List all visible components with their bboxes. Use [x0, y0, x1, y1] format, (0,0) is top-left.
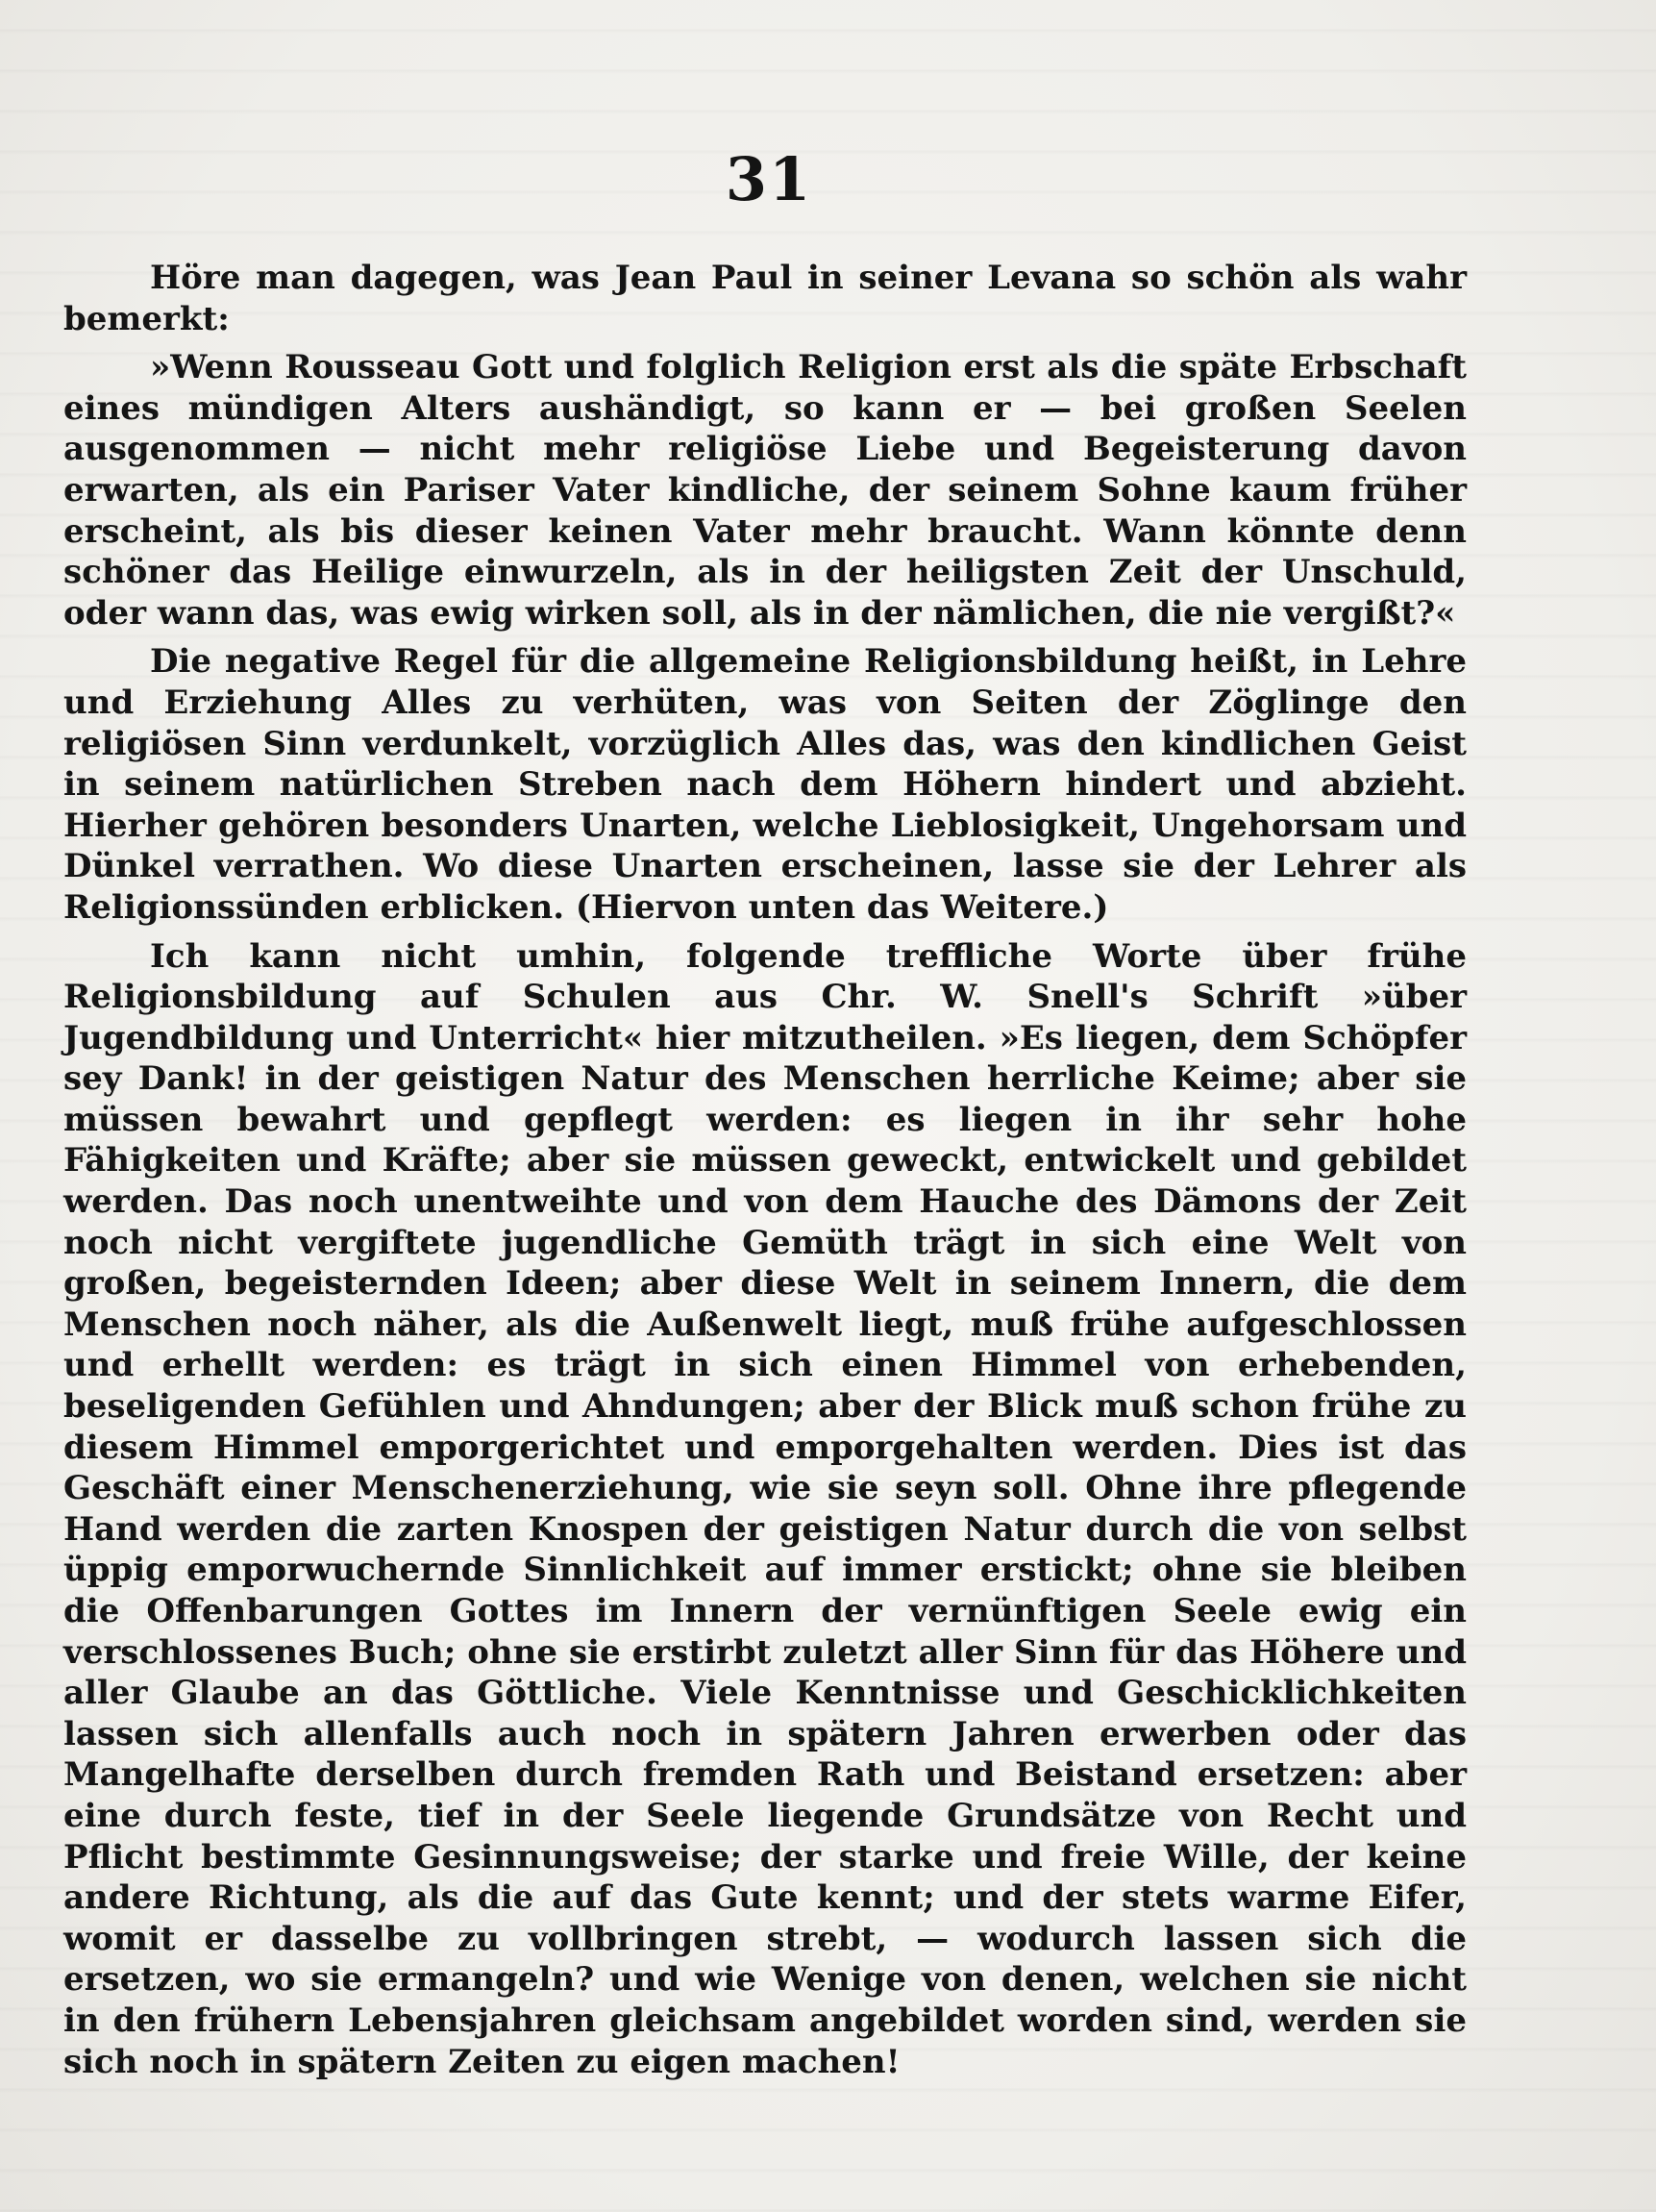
- body-text: [63, 258, 1467, 2090]
- paragraph-jean-paul-quote: »Wenn Rousseau Gott und folglich Religion erst als die späte Erbschaft eines mündigen Alters aushändigt, so kann er — bei großen Seelen ausgenommen — nicht mehr religiöse Liebe und Begeisterung davon erwarten, als ein Pariser Vater kindliche, der seinem Sohne kaum früher erscheint, als bis dieser keinen Vater mehr braucht. Wann könnte denn schöner das Heilige einwurzeln, als in der heiligsten Zeit der Unschuld, oder wann das, was ewig wirken soll, als in der nämlichen, die nie vergißt?«: [63, 348, 1467, 633]
- paragraph-negative-rule: Die negative Regel für die allgemeine Religionsbildung heißt, in Lehre und Erziehung Alles zu verhüten, was von Seiten der Zöglinge den religiösen Sinn verdunkelt, vorzüglich Alles das, was den kindlichen Geist in seinem natürlichen Streben nach dem Höhern hindert und abzieht. Hierher gehören besonders Unarten, welche Lieblosigkeit, Ungehorsam und Dünkel verrathen. Wo diese Unarten erscheinen, lasse sie der Lehrer als Religionssünden erblicken. (Hiervon unten das Weitere.): [63, 642, 1467, 927]
- page-number: 31: [725, 144, 813, 214]
- paragraph-intro: Höre man dagegen, was Jean Paul in seiner Levana so schön als wahr bemerkt:: [63, 259, 1467, 338]
- paragraph-snell-quote: Ich kann nicht umhin, folgende treffliche Worte über frühe Religionsbildung auf Schulen aus Chr. W. Snell's Schrift »über Jugendbildung und Unterricht« hier mitzutheilen. »Es liegen, dem Schöpfer sey Dank! in der geistigen Natur des Menschen herrliche Keime; aber sie müssen bewahrt und gepflegt werden: es liegen in ihr sehr hohe Fähigkeiten und Kräfte; aber sie müssen geweckt, entwickelt und gebildet werden. Das noch unentweihte und von dem Hauche des Dämons der Zeit noch nicht vergiftete jugendliche Gemüth trägt in sich eine Welt von großen, begeisternden Ideen; aber diese Welt in seinem Innern, die dem Menschen noch näher, als die Außenwelt liegt, muß frühe aufgeschlossen und erhellt werden: es trägt in sich einen Himmel von erhebenden, beseligenden Gefühlen und Ahndungen; aber der Blick muß schon frühe zu diesem Himmel emporgerichtet und emporgehalten werden. Dies ist das Geschäft einer Menschenerziehung, wie sie seyn soll. Ohne ihre pflegende Hand werden die zarten Knospen der geistigen Natur durch die von selbst üppig emporwuchernde Sinnlichkeit auf immer erstickt; ohne sie bleiben die Offenbarungen Gottes im Innern der vernünftigen Seele ewig ein verschlossenes Buch; ohne sie erstirbt zuletzt aller Sinn für das Höhere und aller Glaube an das Göttliche. Viele Kenntnisse und Geschicklichkeiten lassen sich allenfalls auch noch in spätern Jahren erwerben oder das Mangelhafte derselben durch fremden Rath und Beistand ersetzen: aber eine durch feste, tief in der Seele liegende Grundsätze von Recht und Pflicht bestimmte Gesinnungsweise; der starke und freie Wille, der keine andere Richtung, als die auf das Gute kennt; und der stets warme Eifer, womit er dasselbe zu vollbringen strebt, — wodurch lassen sich die ersetzen, wo sie ermangeln? und wie Wenige von denen, welchen sie nicht in den frühern Lebensjahren gleichsam angebildet worden sind, werden sie sich noch in spätern Zeiten zu eigen machen!: [63, 936, 1467, 2081]
